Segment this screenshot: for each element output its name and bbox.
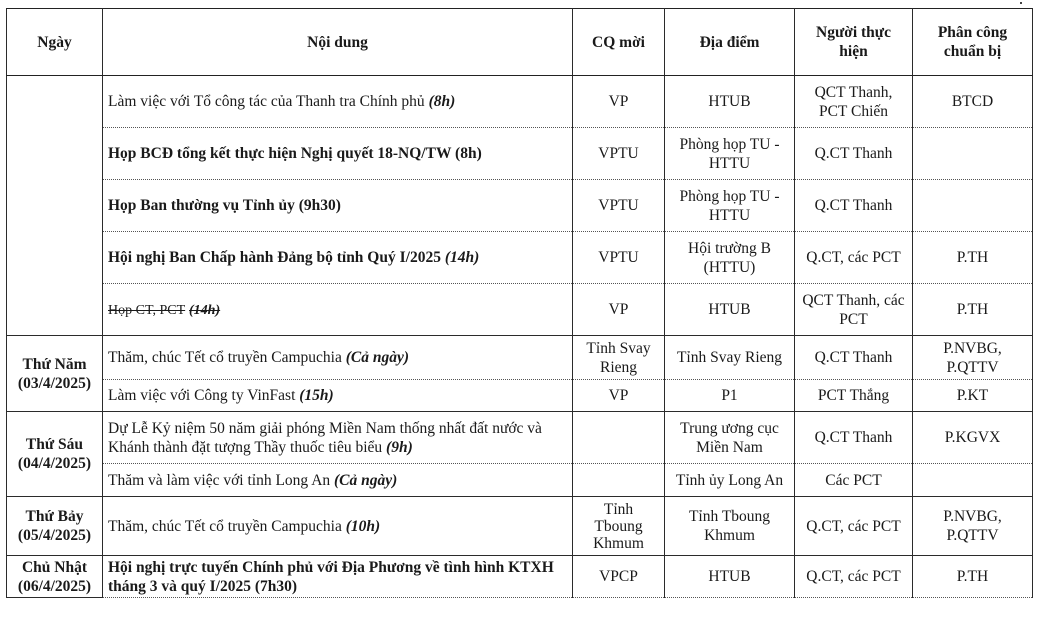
row-location: Tỉnh Svay Rieng: [665, 336, 795, 380]
row-prep: [913, 180, 1033, 232]
row-agency: VPTU: [573, 180, 665, 232]
table-row: [7, 380, 1033, 412]
header-date: Ngày: [7, 9, 103, 76]
row-agency: VP: [573, 380, 665, 412]
row-prep: P.NVBG, P.QTTV: [913, 336, 1033, 380]
header-performer: Người thực hiện: [795, 9, 913, 76]
day-thu-sau: Thứ Sáu (04/4/2025): [7, 412, 103, 497]
row-performer: Q.CT, các PCT: [795, 497, 913, 556]
table-row: [7, 464, 1033, 497]
table-row: [7, 556, 1033, 598]
row-prep: BTCD: [913, 76, 1033, 128]
row-content: Họp BCĐ tổng kết thực hiện Nghị quyết 18-NQ/TW (8h): [103, 128, 573, 180]
row-prep: [913, 128, 1033, 180]
table-row: [7, 336, 1033, 380]
header-row: [7, 9, 1033, 76]
scan-mark: [1020, 2, 1022, 4]
row-location: Tỉnh ủy Long An: [665, 464, 795, 497]
row-performer: Q.CT Thanh: [795, 336, 913, 380]
row-content: Hội nghị trực tuyến Chính phủ với Địa Phương về tình hình KTXH tháng 3 và quý I/2025 (7h30): [103, 556, 573, 598]
table-row: [7, 180, 1033, 232]
row-location: Phòng họp TU - HTTU: [665, 128, 795, 180]
row-prep: P.NVBG, P.QTTV: [913, 497, 1033, 556]
row-content-cancelled: Họp CT, PCT (14h): [103, 284, 573, 336]
row-location: Tỉnh Tboung Khmum: [665, 497, 795, 556]
row-agency: VP: [573, 284, 665, 336]
header-preparation: Phân công chuẩn bị: [913, 9, 1033, 76]
day-cell-continued: [7, 76, 103, 336]
table-row: [7, 232, 1033, 284]
row-content: Làm việc với Công ty VinFast (15h): [103, 380, 573, 412]
row-performer: PCT Thắng: [795, 380, 913, 412]
row-performer: QCT Thanh, các PCT: [795, 284, 913, 336]
row-location: Trung ương cục Miền Nam: [665, 412, 795, 464]
row-prep: P.TH: [913, 232, 1033, 284]
row-location: P1: [665, 380, 795, 412]
row-location: Hội trường B (HTTU): [665, 232, 795, 284]
row-content: Thăm và làm việc với tỉnh Long An (Cả ngày): [103, 464, 573, 497]
row-performer: Q.CT, các PCT: [795, 556, 913, 598]
row-location: HTUB: [665, 76, 795, 128]
row-location: Phòng họp TU - HTTU: [665, 180, 795, 232]
row-agency: Tỉnh Svay Rieng: [573, 336, 665, 380]
row-prep: P.TH: [913, 284, 1033, 336]
row-content: Hội nghị Ban Chấp hành Đảng bộ tỉnh Quý I/2025 (14h): [103, 232, 573, 284]
row-content: Dự Lễ Kỷ niệm 50 năm giải phóng Miền Nam thống nhất đất nước và Khánh thành đặt tượng Thầy thuốc tiêu biểu (9h): [103, 412, 573, 464]
row-performer: Q.CT Thanh: [795, 128, 913, 180]
table-row: [7, 284, 1033, 336]
row-prep: [913, 464, 1033, 497]
weekly-schedule-table: [6, 8, 1033, 598]
row-agency: [573, 464, 665, 497]
table-row: [7, 497, 1033, 556]
row-content: Làm việc với Tổ công tác của Thanh tra Chính phủ (8h): [103, 76, 573, 128]
row-agency: VPTU: [573, 128, 665, 180]
row-content: Họp Ban thường vụ Tỉnh ủy (9h30): [103, 180, 573, 232]
table-row: [7, 76, 1033, 128]
row-prep: P.TH: [913, 556, 1033, 598]
header-location: Địa điểm: [665, 9, 795, 76]
table-row: [7, 412, 1033, 464]
row-performer: Các PCT: [795, 464, 913, 497]
row-performer: Q.CT Thanh: [795, 180, 913, 232]
row-prep: P.KT: [913, 380, 1033, 412]
header-inviting-agency: CQ mời: [573, 9, 665, 76]
table-row: [7, 128, 1033, 180]
row-performer: Q.CT, các PCT: [795, 232, 913, 284]
row-performer: QCT Thanh, PCT Chiến: [795, 76, 913, 128]
row-content: Thăm, chúc Tết cổ truyền Campuchia (10h): [103, 497, 573, 556]
row-agency: [573, 412, 665, 464]
header-content: Nội dung: [103, 9, 573, 76]
day-chu-nhat: Chủ Nhật (06/4/2025): [7, 556, 103, 598]
day-thu-bay: Thứ Bảy (05/4/2025): [7, 497, 103, 556]
row-agency: VPCP: [573, 556, 665, 598]
row-location: HTUB: [665, 556, 795, 598]
row-location: HTUB: [665, 284, 795, 336]
schedule-page: [6, 8, 1033, 598]
row-prep: P.KGVX: [913, 412, 1033, 464]
row-agency: VP: [573, 76, 665, 128]
day-thu-nam: Thứ Năm (03/4/2025): [7, 336, 103, 412]
row-agency: Tỉnh Tboung Khmum: [573, 497, 665, 556]
row-performer: Q.CT Thanh: [795, 412, 913, 464]
row-content: Thăm, chúc Tết cổ truyền Campuchia (Cả ngày): [103, 336, 573, 380]
row-agency: VPTU: [573, 232, 665, 284]
